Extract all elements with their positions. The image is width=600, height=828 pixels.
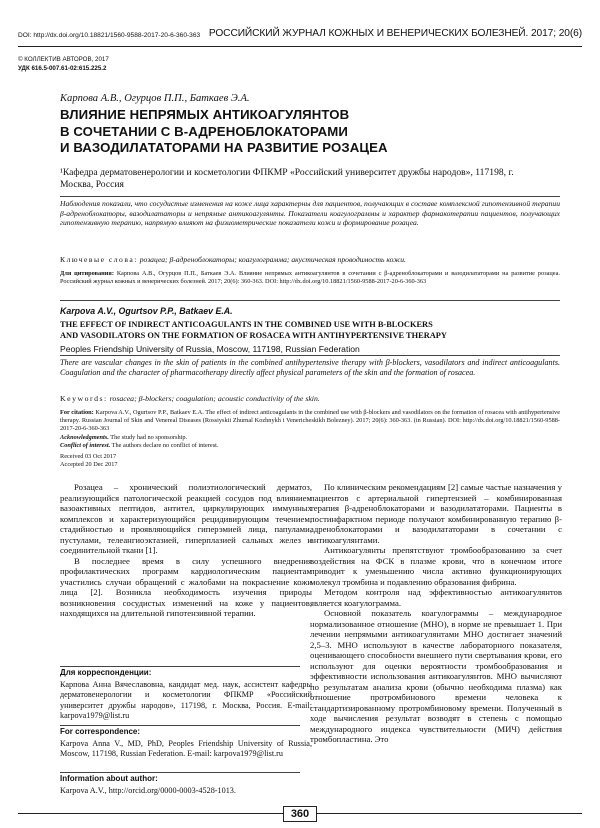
divider [60,666,300,667]
divider [60,725,300,726]
citation-text: Карпова А.В., Огурцов П.П., Баткаев Э.А. Влияние непрямых антикоагулянтов в сочетании с β-адреноблокаторами и вазодилататорами на развитие розацеа. Российский журнал кожных и венерических болезней. 2017; 20(6): 360-363. DOI: http://dx.doi.org/10.18821/1560-9588-2017-20-6-360-363 [60,270,560,285]
dates [60,453,118,469]
body-paragraph: Методом контроля над эффективностью антикоагулянтов является коагулограмма. [310,587,562,608]
keywords-text: розацеа; β-адреноблокаторы; коагулограмма; акустическая проводимость кожи. [139,255,406,264]
body-paragraph: Розацеа – хронический полиэтиологический дерматоз, реализующийся патологической реакцией сосудов под влиянием вазоактивных пептидов, антител, циркулирующих иммунных комплексов и характеризующийся рецидивирующим течением, стадийностью и проявляющийся гиперэмией лица, папулами, пустулами, телеангиоэктазией, гиперплазией сальных желез и соединительной ткани [1]. [60,482,312,555]
author-info-text: Karpova A.V., http://orcid.org/0000-0003-4528-1013. [60,786,236,796]
coi-text: The authors declare no conflict of interest. [111,441,219,449]
article-title-en: THE EFFECT OF INDIRECT ANTICOAGULANTS IN THE COMBINED USE WITH B-BLOCKERS AND VASODILATORS ON THE FORMATION OF ROSACEA WITH ANTIHYPERTENSIVE THERAPY [60,320,447,340]
divider [60,300,560,301]
affiliation-en: Peoples Friendship University of Russia, Moscow, 117198, Russian Federation [60,344,360,354]
body-column-left [60,482,312,619]
article-title-ru: ВЛИЯНИЕ НЕПРЯМЫХ АНТИКОАГУЛЯНТОВ В СОЧЕТАНИИ С В-АДРЕНОБЛОКАТОРАМИ И ВАЗОДИЛАТАТОРАМИ НА РАЗВИТИЕ РОЗАЦЕА [60,107,388,155]
body-paragraph: В последнее время в силу успешного внедрения профилактических программ кардиологическим пациентам участились случаи обращений с жалобами на покраснение кожи лица [2]. Возникла необходимость изучения природы возникновения сосудистых изменений на коже у пациентов, находящихся на длительной гипотензивной терапии. [60,555,312,618]
abstract-en: There are vascular changes in the skin of patients in the combined antihypertensive therapy with β-blockers, vasodilators and indirect anticoagulants. Coagulation and the character of pharmacotherapy directly affect physical parameters of the skin and the formation of rosacea. [60,358,560,378]
body-column-right [310,482,562,745]
correspondence-ru [60,668,312,721]
doi-line[interactable]: DOI: http://dx.doi.org/10.18821/1560-9588-2017-20-6-360-363 [18,32,201,39]
divider [60,772,300,773]
divider [60,355,560,356]
ack-text: The study had no sponsorship. [110,434,188,441]
author-info-heading: Information about author: [60,774,158,783]
ack-label: Acknowledgments. [60,434,109,441]
correspondence-en-heading: For correspondence: [60,727,141,736]
citation-text: Karpova A.V., Ogurtsov P.P., Batkaev E.A. The effect of indirect anticoagulants in the combined use with β-blockers and vasodilators on the formation of rosacea with antihypertensive therapy. Russian Journal of Skin and Venereal Diseases (Rossiyskii Zhurnal Kozhnykh i Venericheskikh Bolezney). 2017; 20(6): 360-363. (in Russian). DOI: http://dx.doi.org/10.18821/1560-9588-2017-20-6-360-363 [60,409,561,432]
divider [60,196,560,197]
received-date: Received 03 Oct 2017 [60,453,117,460]
keywords-ru [60,255,560,264]
authors-en: Karpova A.V., Ogurtsov P.P., Batkaev E.A. [60,306,233,316]
udk: УДК 616.5-007.61-02:615.225.2 [18,65,107,72]
copyright: © КОЛЛЕКТИВ АВТОРОВ, 2017 [18,56,109,63]
correspondence-en [60,727,312,760]
accepted-date: Accepted 20 Dec 2017 [60,461,118,468]
abstract-ru: Наблюдения показали, что сосудистые изменения на коже лица характерны для пациентов, получающих в составе комплексной гипотензивной терапии β-адреноблокаторы, вазодилататоры и непрямые антикоагулянты. Показатели коагулограммы и характер фармакотерапии пациентов, получающих гипотензивную терапию, напрямую влияют на физиометрические показатели кожи и формирование розацеа. [60,199,560,228]
body-paragraph: Основной показатель коагулограммы – международное нормализованное отношение (МНО), в норме не превышает 1. При лечении непрямыми антикоагулянтами МНО достигает значений 2,5–3. МНО используют в качестве лабораторного показателя, оценивающего способности внешнего пути свертывания крови, его используют для оценки вероятности тромбообразования и эффективности использования антикоагулянтов. МНО вычисляют по результатам анализа крови (обычно необходима плазма) как отношение протромбинового времени человека к стандартизированному протромбиновому времени. Полученный в ходе вычисления результат возводят в степень с помощью международного индекса чувствительности (МИЧ) действия тромбопластина. Это [310,608,562,744]
author-info [60,774,312,796]
page-number: 360 [283,806,317,822]
acknowledgments [60,434,560,450]
affiliation-ru: ¹Кафедра дерматовенерологии и косметологии ФПКМР «Российский университет дружбы народов», 117198, г. Москва, Россия [60,167,514,190]
citation-en [60,409,560,432]
citation-label: Для цитирования: [60,270,114,277]
body-paragraph: По клиническим рекомендациям [2] самые частые назначения у пациентов с артериальной гипертензией – комбинированная терапия β-адреноблокаторами и вазодилататорами. Пациенты в постинфарктном периоде получают комбинированную терапию β-адреноблокаторами и вазодилататорами в сочетании с антикоагулянтами. [310,482,562,545]
running-header [18,28,582,47]
correspondence-en-text: Karpova Anna V., MD, PhD, Peoples Friendship University of Russia, Moscow, 117198, Russian Federation. E-mail: karpova1979@list.ru [60,739,312,759]
citation-label: For citation: [60,409,94,416]
keywords-label: Keywords: [60,394,108,403]
keywords-label: Ключевые слова: [60,255,138,264]
authors-ru: Карпова А.В., Огурцов П.П., Баткаев Э.А. [60,93,250,104]
keywords-text: rosacea; β-blockers; coagulation; acoustic conductivity of the skin. [109,394,320,403]
correspondence-ru-text: Карпова Анна Вячеславовна, кандидат мед. наук, ассистент кафедры дерматовенерологии и косметологии ФПКМР «Российский университет дружбы народов», 117198, г. Москва, Россия. E-mail: karpova1979@list.ru [60,680,312,720]
body-paragraph: Антикоагулянты препятствуют тромбообразованию за счет воздействия на ФСК в плазме крови, что в конечном итоге приводит к уменьшению числа активно функционирующих молекул тромбина и подавлению образования фибрина. [310,545,562,587]
coi-label: Conflict of interest. [60,441,111,449]
correspondence-ru-heading: Для корреспонденции: [60,668,152,677]
citation-ru [60,270,560,286]
journal-title: РОССИЙСКИЙ ЖУРНАЛ КОЖНЫХ И ВЕНЕРИЧЕСКИХ БОЛЕЗНЕЙ. 2017; 20(6) [208,28,582,39]
keywords-en [60,394,560,403]
